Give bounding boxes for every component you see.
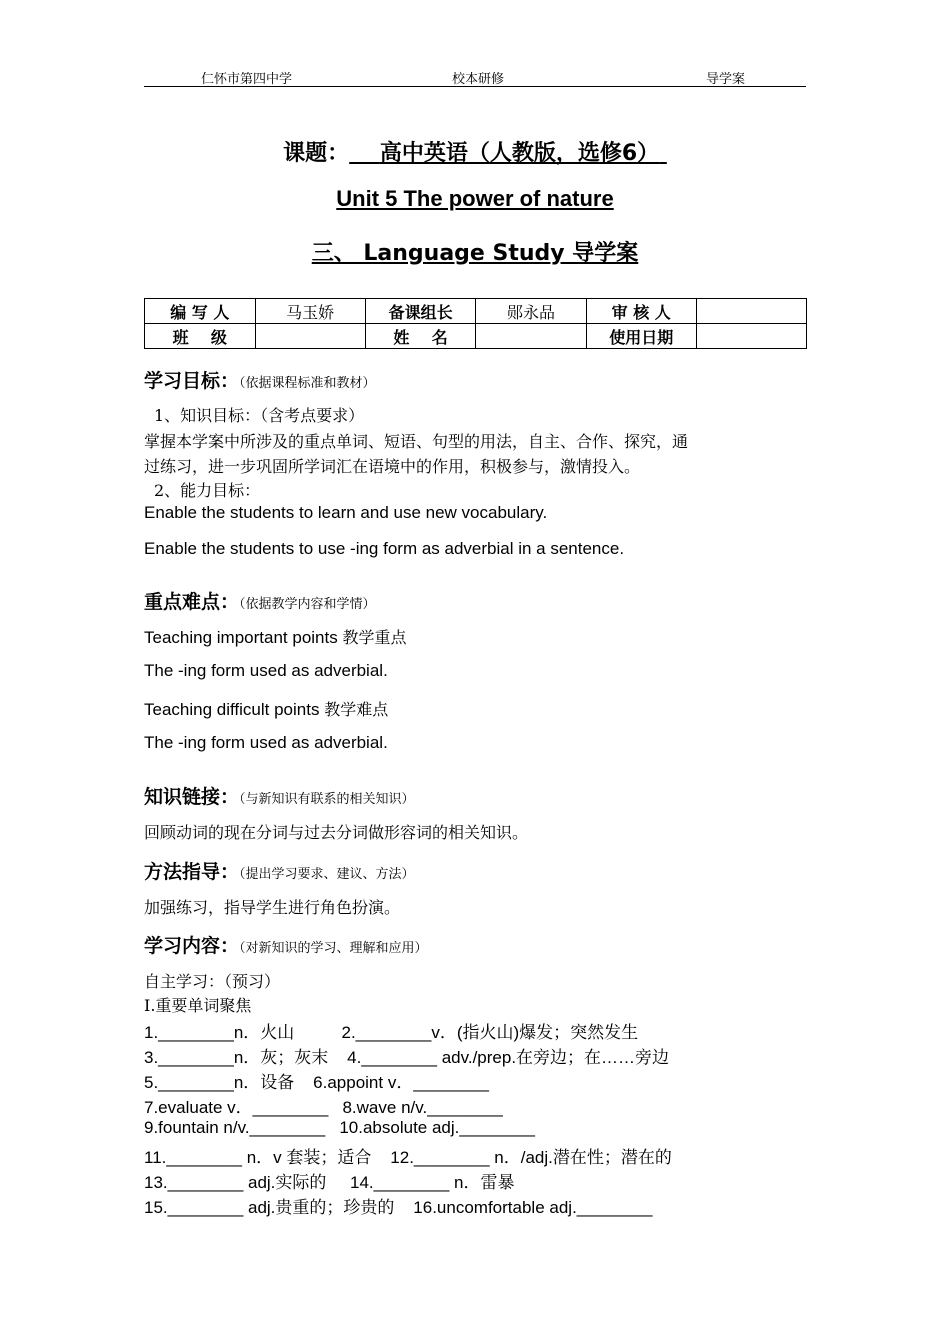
- important-points-label: Teaching important points 教学重点: [144, 628, 407, 647]
- vocab-line: 5.________n．设备 6.appoint v．________: [144, 1073, 489, 1092]
- section-title: 三、 Language Study 导学案: [311, 241, 639, 266]
- ability-goal-line: Enable the students to use -ing form as adverbial in a sentence.: [144, 539, 625, 558]
- knowledge-goal-line: 掌握本学案中所涉及的重点单词、短语、句型的用法，自主、合作、探究，通: [144, 432, 689, 451]
- course-title: [0, 136, 950, 167]
- knowledge-link-text: 回顾动词的现在分词与过去分词做形容词的相关知识。: [144, 823, 529, 842]
- info-cell: 使用日期: [586, 324, 696, 349]
- header-center: 校本研修: [452, 72, 505, 87]
- knowledge-goal-label: 1、知识目标：（含考点要求）: [154, 406, 365, 425]
- important-points-text: The -ing form used as adverbial.: [144, 661, 388, 680]
- knowledge-goal-line: 过练习，进一步巩固所学词汇在语境中的作用，积极参与，激情投入。: [144, 457, 641, 476]
- info-cell: 姓 名: [365, 324, 476, 349]
- info-cell: 马玉娇: [255, 299, 365, 324]
- info-row: [145, 324, 807, 349]
- key-points-note: （依据教学内容和学情）: [239, 597, 376, 612]
- vocab-title: I.重要单词聚焦: [144, 996, 252, 1015]
- info-cell: [696, 324, 806, 349]
- difficult-points-text: The -ing form used as adverbial.: [144, 733, 388, 752]
- method-text: 加强练习，指导学生进行角色扮演。: [144, 898, 401, 917]
- vocab-line: 1.________n．火山 2.________v．(指火山)爆发；突然发生: [144, 1023, 639, 1042]
- info-cell: 备课组长: [365, 299, 476, 324]
- content-note: （对新知识的学习、理解和应用）: [239, 941, 428, 956]
- ability-goal-line: Enable the students to learn and use new vocabulary.: [144, 503, 548, 522]
- difficult-points-label: Teaching difficult points 教学难点: [144, 700, 389, 719]
- vocab-line: 15.________ adj.贵重的；珍贵的 16.uncomfortable adj.________: [144, 1198, 653, 1217]
- self-study-label: 自主学习：（预习）: [144, 972, 281, 991]
- header-right: 导学案: [706, 72, 746, 87]
- header-school: 仁怀市第四中学: [201, 72, 293, 87]
- info-cell: 审 核 人: [586, 299, 696, 324]
- unit-title: Unit 5 The power of nature: [336, 186, 614, 211]
- course-title-label: 课题：: [283, 141, 350, 166]
- vocab-line: 3.________n．灰；灰末 4.________ adv./prep.在旁边；在……旁边: [144, 1048, 670, 1067]
- page-header: [144, 66, 806, 87]
- knowledge-link-heading: 知识链接：（与新知识有联系的相关知识）: [144, 786, 415, 808]
- info-table: [144, 298, 807, 349]
- info-cell: [696, 299, 806, 324]
- vocab-line: 11.________ n．v 套装；适合 12.________ n．/adj.潜在性；潜在的: [144, 1148, 672, 1167]
- info-row: [145, 299, 807, 324]
- course-title-text: 高中英语（人教版，选修6）: [379, 141, 660, 166]
- info-cell: 编 写 人: [145, 299, 256, 324]
- vocab-line: 13.________ adj.实际的 14.________ n．雷暴: [144, 1173, 515, 1192]
- vocab-line: 7.evaluate v．________ 8.wave n/v.________: [144, 1098, 503, 1117]
- info-cell: 郧永品: [476, 299, 586, 324]
- info-cell: [476, 324, 586, 349]
- info-cell: [255, 324, 365, 349]
- info-cell: 班 级: [145, 324, 256, 349]
- method-heading: 方法指导：（提出学习要求、建议、方法）: [144, 861, 415, 883]
- objectives-heading: 学习目标：（依据课程标准和教材）: [144, 370, 376, 392]
- knowledge-link-note: （与新知识有联系的相关知识）: [239, 792, 415, 807]
- content-heading: 学习内容：（对新知识的学习、理解和应用）: [144, 935, 428, 957]
- key-points-heading: 重点难点：（依据教学内容和学情）: [144, 591, 376, 613]
- method-note: （提出学习要求、建议、方法）: [239, 867, 415, 882]
- ability-goal-label: 2、能力目标：: [154, 481, 261, 500]
- objectives-note: （依据课程标准和教材）: [239, 376, 376, 391]
- vocab-line: 9.fountain n/v.________ 10.absolute adj.________: [144, 1118, 536, 1137]
